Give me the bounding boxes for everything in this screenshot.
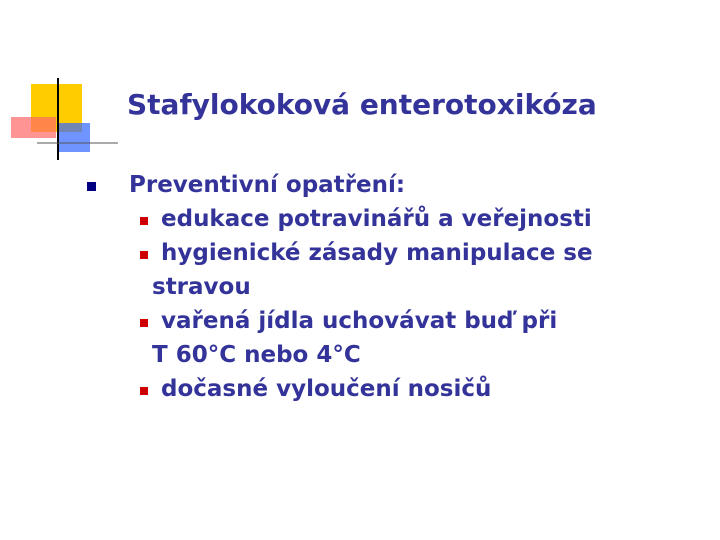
bullet-level-1 (84, 168, 704, 202)
decorative-logo (0, 0, 120, 170)
square-bullet-icon (140, 319, 148, 327)
slide-body (84, 168, 704, 406)
sub-bullet-item (84, 304, 704, 338)
sub-bullet-item (84, 372, 704, 406)
sub-bullet-text: edukace potravinářů a veřejnosti (161, 206, 592, 232)
square-bullet-icon (87, 182, 96, 191)
sub-bullet-continuation: T 60°C nebo 4°C (152, 342, 361, 368)
sub-bullet-item (84, 202, 704, 236)
sub-bullet-text: hygienické zásady manipulace se (161, 240, 593, 266)
square-bullet-icon (140, 387, 148, 395)
square-bullet-icon (140, 217, 148, 225)
square-bullet-icon (140, 251, 148, 259)
sub-bullet-text: vařená jídla uchovávat buď při (161, 308, 558, 334)
sub-bullet-text: dočasné vyloučení nosičů (161, 376, 492, 402)
sub-bullet-item (84, 236, 704, 270)
sub-bullet-continuation: stravou (152, 274, 251, 300)
bullet-heading: Preventivní opatření: (129, 172, 406, 198)
slide-title: Stafylokoková enterotoxikóza (127, 88, 597, 121)
